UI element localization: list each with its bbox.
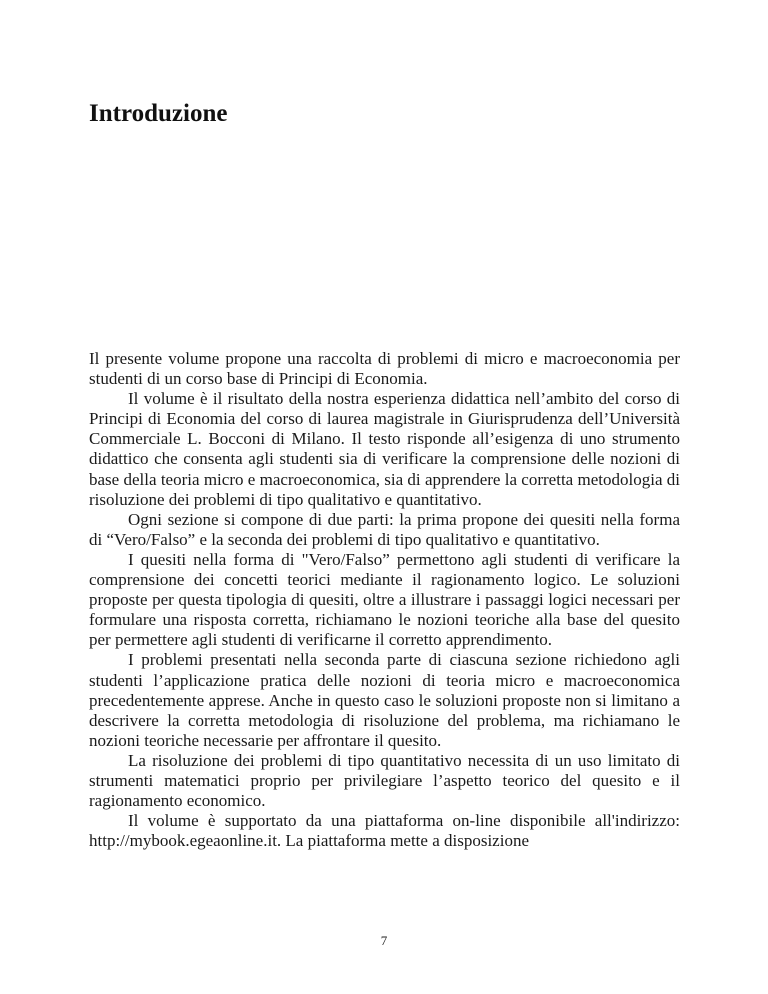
paragraph-2: Il volume è il risultato della nostra esperienza didattica nell’ambito del corso di Principi di Economia del corso di laurea magistrale in Giurisprudenza dell’Università Commerciale L. Bocconi di Milano. Il testo risponde all’esigenza di uno strumento didattico che consenta agli studenti sia di verificare la comprensione delle nozioni di base della teoria micro e macroeconomica, sia di apprendere la corretta metodologia di risoluzione dei problemi di tipo qualitativo e quantitativo.: [89, 389, 680, 509]
paragraph-6: La risoluzione dei problemi di tipo quantitativo necessita di un uso limitato di strumenti matematici proprio per privilegiare l’aspetto teorico del quesito e il ragionamento economico.: [89, 750, 680, 811]
paragraph-5: I problemi presentati nella seconda parte di ciascuna sezione richiedono agli studenti l’applicazione pratica delle nozioni di teoria micro e macroeconomica precedentemente apprese. Anche in questo caso le soluzioni proposte non si limitano a descrivere la corretta metodologia di risoluzione del problema, ma richiamano le nozioni teoriche necessarie per affrontare il quesito.: [89, 650, 680, 750]
paragraph-4: I quesiti nella forma di "Vero/Falso” permettono agli studenti di verificare la comprensione dei concetti teorici mediante il ragionamento logico. Le soluzioni proposte per questa tipologia di quesiti, oltre a illustrare i passaggi logici necessari per formulare una risposta corretta, richiamano le nozioni teoriche alla base del quesito per permettere agli studenti di verificarne il corretto apprendimento.: [89, 549, 680, 650]
page-number: 7: [380, 933, 388, 948]
paragraph-3: Ogni sezione si compone di due parti: la prima propone dei quesiti nella forma di “Vero/Falso” e la seconda dei problemi di tipo qualitativo e quantitativo.: [89, 509, 680, 549]
body-text: [89, 349, 680, 851]
page-title: Introduzione: [89, 100, 228, 127]
paragraph-1: Il presente volume propone una raccolta di problemi di micro e macroeconomia per studenti di un corso base di Principi di Economia.: [89, 349, 680, 389]
paragraph-7: Il volume è supportato da una piattaforma on-line disponibile all'indirizzo: http://mybook.egeaonline.it. La piattaforma mette a disposizione: [89, 811, 680, 851]
